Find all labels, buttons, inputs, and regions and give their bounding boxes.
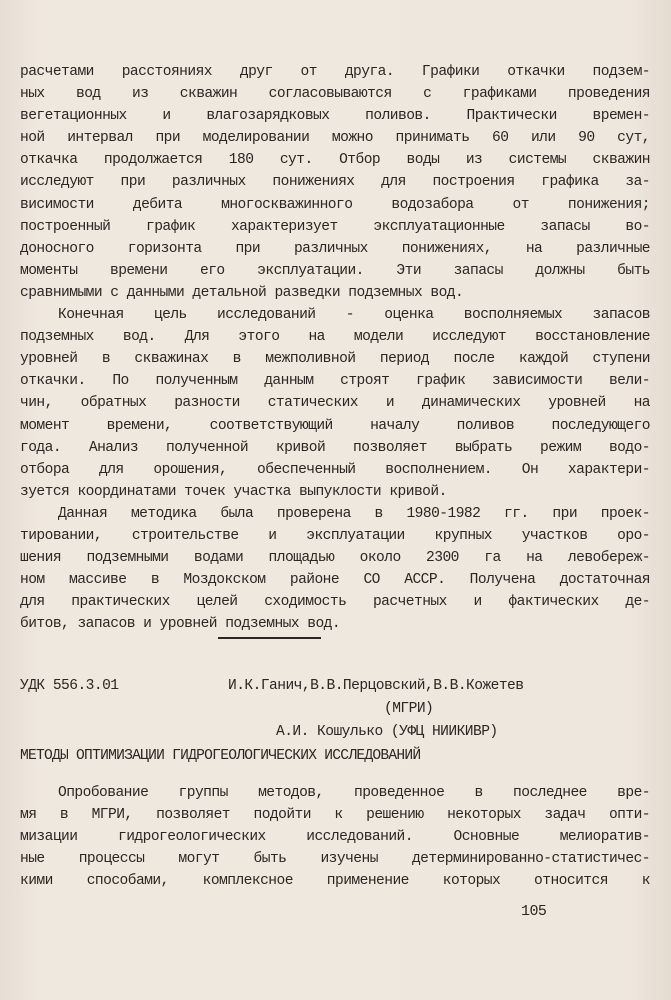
- text-line: ные процессы могут быть изучены детерминированно-статистичес-: [20, 851, 650, 868]
- udc-code: УДК 556.3.01: [20, 678, 119, 694]
- text-line: зуется координатами точек участка выпуклости кривой.: [20, 483, 447, 500]
- body-text-bottom: [20, 782, 650, 892]
- text-line: откачка продолжается 180 сут. Отбор воды из системы скважин: [20, 152, 650, 169]
- text-line: года. Анализ полученной кривой позволяет выбрать режим водо-: [20, 439, 650, 456]
- article-title: МЕТОДЫ ОПТИМИЗАЦИИ ГИДРОГЕОЛОГИЧЕСКИХ ИССЛЕДОВАНИЙ: [20, 748, 421, 764]
- text-line: шения подземными водами площадью около 2300 га на левобереж-: [20, 550, 650, 567]
- text-line: мизации гидрогеологических исследований. Основные мелиоратив-: [20, 829, 650, 846]
- text-line: подземных вод. Для этого на модели исследуют восстановление: [20, 329, 650, 346]
- text-line: отбора для орошения, обеспеченный восполнением. Он характери-: [20, 461, 650, 478]
- text-line: ных вод из скважин согласовываются с графиками проведения: [20, 86, 650, 103]
- text-line: мя в МГРИ, позволяет подойти к решению некоторых задач опти-: [20, 807, 650, 824]
- text-line: построенный график характеризует эксплуатационные запасы во-: [20, 218, 650, 235]
- text-line: кими способами, комплексное применение которых относится к: [20, 873, 650, 890]
- text-line: висимости дебита многоскважинного водозабора от понижения;: [20, 196, 650, 213]
- text-line: ном массиве в Моздокском районе СО АССР. Получена достаточная: [20, 572, 650, 589]
- text-line: сравнимыми с данными детальной разведки подземных вод.: [20, 284, 464, 301]
- text-line: момент времени, соответствующий началу поливов последующего: [20, 417, 650, 434]
- text-line: Данная методика была проверена в 1980-1982 гг. при проек-: [58, 505, 650, 522]
- page-number: 105: [521, 903, 547, 920]
- text-line: расчетами расстояниях друг от друга. Графики откачки подзем-: [20, 64, 650, 80]
- text-line: тировании, строительстве и эксплуатации крупных участков оро-: [20, 527, 650, 544]
- text-line: откачки. По полученным данным строят график зависимости вели-: [20, 373, 650, 390]
- text-line: Опробование группы методов, проведенное в последнее вре-: [58, 785, 650, 801]
- affiliation-line-1: (МГРИ): [384, 701, 434, 717]
- text-line: доносного горизонта при различных понижениях, на различные: [20, 240, 650, 257]
- text-line: битов, запасов и уровней подземных вод.: [20, 616, 341, 633]
- authors-line-2: А.И. Кошулько (УФЦ НИИКИВР): [276, 724, 498, 740]
- section-divider: [218, 637, 321, 639]
- text-line: моменты времени его эксплуатации. Эти запасы должны быть: [20, 262, 650, 279]
- text-line: вегетационных и влагозарядковых поливов. Практически времен-: [20, 108, 650, 125]
- text-line: ной интервал при моделировании можно принимать 60 или 90 сут,: [20, 130, 650, 147]
- text-line: уровней в скважинах в межполивной период после каждой ступени: [20, 351, 650, 368]
- body-text-top: [20, 61, 650, 635]
- text-line: исследуют при различных понижениях для построения графика за-: [20, 174, 650, 191]
- authors-line-1: И.К.Ганич,В.В.Перцовский,В.В.Кожетев: [228, 678, 524, 694]
- text-line: Конечная цель исследований - оценка восполняемых запасов: [58, 307, 650, 324]
- text-line: чин, обратных разности статических и динамических уровней на: [20, 395, 650, 412]
- text-line: для практических целей сходимость расчетных и фактических де-: [20, 594, 650, 611]
